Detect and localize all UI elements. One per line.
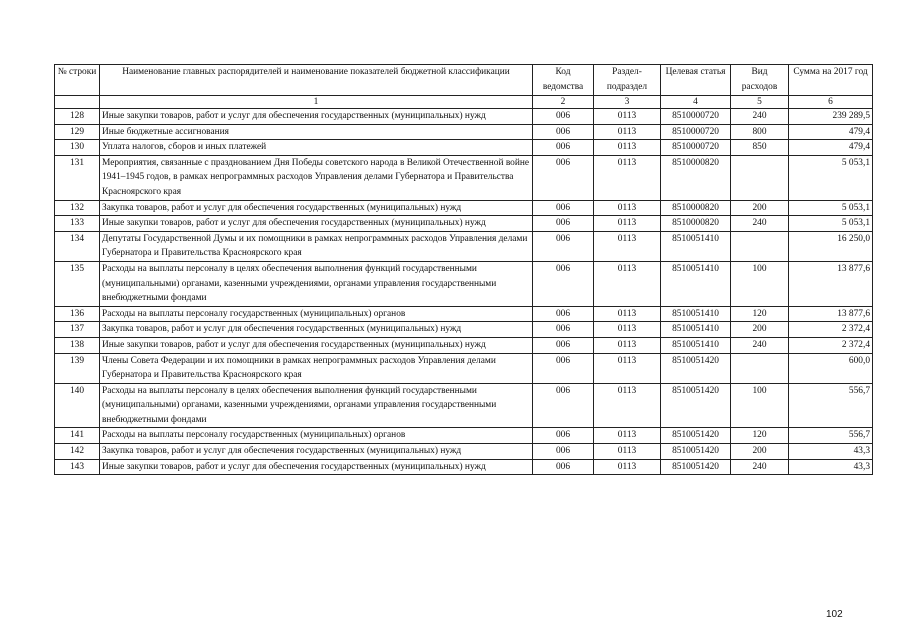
row-amount: 2 372,4	[789, 337, 873, 353]
row-section: 0113	[594, 337, 661, 353]
header-amount: Сумма на 2017 год	[789, 65, 873, 96]
row-section: 0113	[594, 383, 661, 428]
row-section: 0113	[594, 306, 661, 322]
row-section: 0113	[594, 459, 661, 475]
row-section: 0113	[594, 109, 661, 125]
row-name: Закупка товаров, работ и услуг для обеспечения государственных (муниципальных) нужд	[100, 200, 533, 216]
row-name: Иные бюджетные ассигнования	[100, 124, 533, 140]
row-amount: 13 877,6	[789, 306, 873, 322]
row-name: Иные закупки товаров, работ и услуг для обеспечения государственных (муниципальных) нужд	[100, 216, 533, 232]
row-expense-type: 240	[731, 216, 789, 232]
row-number: 134	[55, 231, 100, 261]
row-target: 8510000820	[661, 155, 731, 200]
row-target: 8510051410	[661, 337, 731, 353]
row-name: Расходы на выплаты персоналу государственных (муниципальных) органов	[100, 306, 533, 322]
row-dept-code: 006	[533, 383, 594, 428]
row-expense-type: 240	[731, 459, 789, 475]
row-expense-type: 100	[731, 261, 789, 306]
row-dept-code: 006	[533, 428, 594, 444]
header-dept-code: Код ведомства	[533, 65, 594, 96]
row-number: 143	[55, 459, 100, 475]
row-target: 8510051420	[661, 353, 731, 383]
page-number: 102	[826, 609, 843, 620]
row-dept-code: 006	[533, 216, 594, 232]
row-expense-type: 850	[731, 140, 789, 156]
row-amount: 43,3	[789, 444, 873, 460]
row-target: 8510051420	[661, 459, 731, 475]
row-target: 8510051410	[661, 261, 731, 306]
column-number: 2	[533, 96, 594, 109]
row-number: 141	[55, 428, 100, 444]
table-row	[55, 428, 873, 444]
row-target: 8510051410	[661, 322, 731, 338]
row-expense-type: 120	[731, 306, 789, 322]
row-section: 0113	[594, 444, 661, 460]
row-name: Закупка товаров, работ и услуг для обеспечения государственных (муниципальных) нужд	[100, 322, 533, 338]
row-expense-type: 200	[731, 444, 789, 460]
header-expense-type: Вид расходов	[731, 65, 789, 96]
table-row	[55, 216, 873, 232]
budget-table	[54, 64, 873, 475]
row-section: 0113	[594, 124, 661, 140]
row-section: 0113	[594, 200, 661, 216]
row-section: 0113	[594, 216, 661, 232]
row-expense-type	[731, 353, 789, 383]
header-row-no: № строки	[55, 65, 100, 96]
table-row	[55, 337, 873, 353]
column-number-row	[55, 96, 873, 109]
row-dept-code: 006	[533, 155, 594, 200]
row-section: 0113	[594, 428, 661, 444]
row-amount: 479,4	[789, 124, 873, 140]
row-name: Мероприятия, связанные с празднованием Дня Победы советского народа в Великой Отечественной войне 1941–1945 годов, в рамках непрограммных расходов Управления делами Губернатора и Правительства Красноярского края	[100, 155, 533, 200]
row-expense-type: 200	[731, 200, 789, 216]
row-amount: 239 289,5	[789, 109, 873, 125]
row-target: 8510051420	[661, 428, 731, 444]
table-row	[55, 306, 873, 322]
row-dept-code: 006	[533, 109, 594, 125]
row-name: Закупка товаров, работ и услуг для обеспечения государственных (муниципальных) нужд	[100, 444, 533, 460]
row-number: 130	[55, 140, 100, 156]
row-amount: 479,4	[789, 140, 873, 156]
row-number: 138	[55, 337, 100, 353]
table-row	[55, 322, 873, 338]
row-amount: 13 877,6	[789, 261, 873, 306]
table-row	[55, 155, 873, 200]
table-row	[55, 353, 873, 383]
row-target: 8510000720	[661, 140, 731, 156]
column-number: 4	[661, 96, 731, 109]
row-target: 8510000820	[661, 216, 731, 232]
row-section: 0113	[594, 231, 661, 261]
row-name: Депутаты Государственной Думы и их помощники в рамках непрограммных расходов Управления делами Губернатора и Правительства Красноярского края	[100, 231, 533, 261]
row-number: 129	[55, 124, 100, 140]
table-row	[55, 261, 873, 306]
row-amount: 556,7	[789, 383, 873, 428]
row-number: 137	[55, 322, 100, 338]
row-number: 142	[55, 444, 100, 460]
row-amount: 5 053,1	[789, 200, 873, 216]
row-target: 8510051420	[661, 383, 731, 428]
row-expense-type: 800	[731, 124, 789, 140]
row-number: 133	[55, 216, 100, 232]
row-dept-code: 006	[533, 124, 594, 140]
row-amount: 556,7	[789, 428, 873, 444]
row-number: 128	[55, 109, 100, 125]
row-expense-type	[731, 155, 789, 200]
table-row	[55, 459, 873, 475]
column-number: 6	[789, 96, 873, 109]
column-number-blank	[55, 96, 100, 109]
row-dept-code: 006	[533, 140, 594, 156]
row-name: Члены Совета Федерации и их помощники в рамках непрограммных расходов Управления делами Губернатора и Правительства Красноярского края	[100, 353, 533, 383]
row-name: Уплата налогов, сборов и иных платежей	[100, 140, 533, 156]
column-number: 3	[594, 96, 661, 109]
row-number: 136	[55, 306, 100, 322]
row-name: Расходы на выплаты персоналу в целях обеспечения выполнения функций государственными (муниципальными) органами, казенными учреждениями, органами управления государственными внебюджетными фондами	[100, 261, 533, 306]
column-number: 1	[100, 96, 533, 109]
table-row	[55, 383, 873, 428]
row-dept-code: 006	[533, 306, 594, 322]
row-expense-type: 100	[731, 383, 789, 428]
row-section: 0113	[594, 261, 661, 306]
header-target: Целевая статья	[661, 65, 731, 96]
row-section: 0113	[594, 155, 661, 200]
row-number: 140	[55, 383, 100, 428]
row-number: 131	[55, 155, 100, 200]
row-dept-code: 006	[533, 337, 594, 353]
row-section: 0113	[594, 140, 661, 156]
row-expense-type	[731, 231, 789, 261]
table-row	[55, 124, 873, 140]
row-expense-type: 200	[731, 322, 789, 338]
row-name: Иные закупки товаров, работ и услуг для обеспечения государственных (муниципальных) нужд	[100, 337, 533, 353]
header-name: Наименование главных распорядителей и наименование показателей бюджетной классификации	[100, 65, 533, 96]
row-name: Расходы на выплаты персоналу в целях обеспечения выполнения функций государственными (муниципальными) органами, казенными учреждениями, органами управления государственными внебюджетными фондами	[100, 383, 533, 428]
row-target: 8510051410	[661, 306, 731, 322]
table-row	[55, 200, 873, 216]
column-number: 5	[731, 96, 789, 109]
header-section: Раздел-подраздел	[594, 65, 661, 96]
row-number: 139	[55, 353, 100, 383]
row-dept-code: 006	[533, 322, 594, 338]
row-dept-code: 006	[533, 444, 594, 460]
row-dept-code: 006	[533, 261, 594, 306]
row-expense-type: 240	[731, 337, 789, 353]
row-target: 8510000720	[661, 109, 731, 125]
row-target: 8510051420	[661, 444, 731, 460]
row-dept-code: 006	[533, 231, 594, 261]
table-row	[55, 231, 873, 261]
row-target: 8510000820	[661, 200, 731, 216]
row-name: Иные закупки товаров, работ и услуг для обеспечения государственных (муниципальных) нужд	[100, 459, 533, 475]
table-row	[55, 109, 873, 125]
row-target: 8510051410	[661, 231, 731, 261]
row-number: 135	[55, 261, 100, 306]
table-header-row	[55, 65, 873, 96]
row-dept-code: 006	[533, 459, 594, 475]
row-number: 132	[55, 200, 100, 216]
row-amount: 600,0	[789, 353, 873, 383]
table-row	[55, 140, 873, 156]
row-amount: 5 053,1	[789, 155, 873, 200]
row-amount: 2 372,4	[789, 322, 873, 338]
row-dept-code: 006	[533, 200, 594, 216]
row-amount: 5 053,1	[789, 216, 873, 232]
row-amount: 43,3	[789, 459, 873, 475]
row-section: 0113	[594, 353, 661, 383]
row-name: Расходы на выплаты персоналу государственных (муниципальных) органов	[100, 428, 533, 444]
row-name: Иные закупки товаров, работ и услуг для обеспечения государственных (муниципальных) нужд	[100, 109, 533, 125]
row-dept-code: 006	[533, 353, 594, 383]
row-expense-type: 240	[731, 109, 789, 125]
row-target: 8510000720	[661, 124, 731, 140]
row-amount: 16 250,0	[789, 231, 873, 261]
row-section: 0113	[594, 322, 661, 338]
row-expense-type: 120	[731, 428, 789, 444]
table-row	[55, 444, 873, 460]
